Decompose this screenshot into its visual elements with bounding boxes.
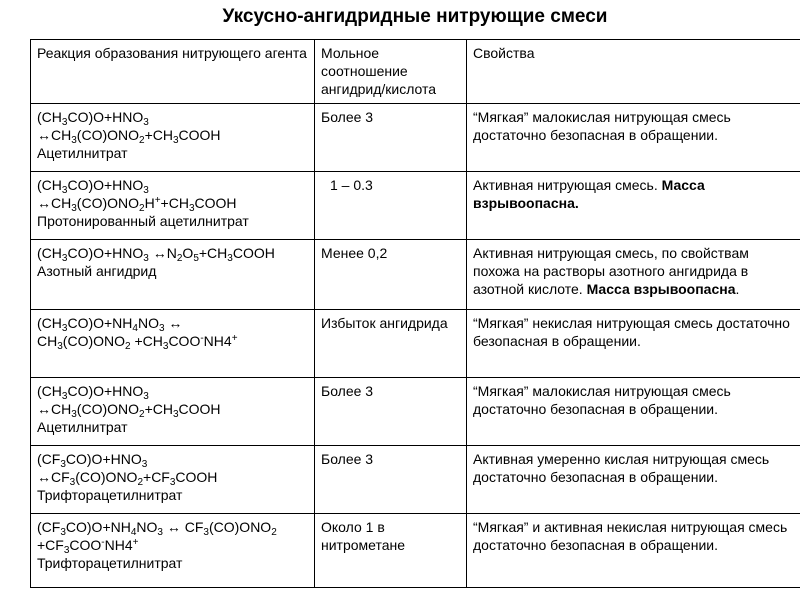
ratio-value: 1 – 0.3 [330, 177, 373, 193]
reagent-name: Протонированный ацетилнитрат [37, 213, 249, 229]
properties-cell [467, 240, 800, 310]
properties-warning: Масса взрывоопасна. [473, 177, 705, 211]
table-row [31, 446, 800, 514]
properties-cell [467, 310, 800, 378]
header-reaction: Реакция образования нитрующего агента [31, 40, 315, 104]
properties-cell [467, 172, 800, 240]
ratio-cell [315, 172, 467, 240]
properties-text: Активная умеренно кислая нитрующая смесь достаточно безопасная в обращении. [473, 451, 770, 485]
properties-text: “Мягкая” и активная некислая нитрующая смесь достаточно безопасная в обращении. [473, 519, 788, 553]
ratio-cell: Избыток ангидрида [315, 310, 467, 378]
reaction-equation: $(CH_3CO)O+HNO_3$ $\leftrightarrow CH_3(CO)ONO_2H^++CH_3COOH$ [37, 177, 237, 214]
properties-cell [467, 104, 800, 172]
reaction-cell [31, 514, 315, 588]
page-title: Уксусно-ангидридные нитрующие смеси [222, 6, 608, 27]
ratio-cell: Более 3 [315, 378, 467, 446]
properties-warning: Масса взрывоопасна [586, 281, 736, 297]
reaction-equation: $(CH_3CO)O+NH_4NO_3$ ↔ $CH_3(CO)ONO_2 +CH_3COO^-NH4^+$ [37, 315, 238, 352]
properties-tail: . [735, 281, 740, 297]
reaction-cell [31, 378, 315, 446]
properties-cell [467, 378, 800, 446]
reaction-equation: $(CH_3CO)O+HNO_3$ $\leftrightarrow N_2O_5+CH_3COOH$ [37, 245, 275, 264]
properties-text: Активная нитрующая смесь. [473, 177, 658, 193]
ratio-cell: Менее 0,2 [315, 240, 467, 310]
properties-text: Активная нитрующая смесь, по свойствам похожа на растворы азотного ангидрида в азотной кислоте. [473, 245, 749, 297]
reagent-name: Трифторацетилнитрат [37, 487, 183, 503]
reagent-name: Ацетилнитрат [37, 419, 128, 435]
table-row [31, 104, 800, 172]
table-row [31, 378, 800, 446]
reagent-name: Трифторацетилнитрат [37, 555, 183, 571]
properties-cell [467, 446, 800, 514]
header-properties: Свойства [467, 40, 800, 104]
properties-text: “Мягкая” некислая нитрующая смесь достаточно безопасная в обращении. [473, 315, 790, 349]
reaction-cell [31, 310, 315, 378]
properties-text: “Мягкая” малокислая нитрующая смесь достаточно безопасная в обращении. [473, 109, 731, 143]
reaction-cell [31, 240, 315, 310]
reagent-name: Азотный ангидрид [37, 263, 157, 279]
header-ratio: Мольное соотношение ангидрид/кислота [315, 40, 467, 104]
reaction-equation: $(CF_3CO)O+HNO_3$ $\leftrightarrow CF_3(CO)ONO_2+CF_3COOH$ [37, 451, 218, 488]
reaction-cell [31, 172, 315, 240]
table-row [31, 240, 800, 310]
ratio-cell: Более 3 [315, 446, 467, 514]
ratio-cell: Более 3 [315, 104, 467, 172]
table-row [31, 310, 800, 378]
ratio-cell: Около 1 в нитрометане [315, 514, 467, 588]
reagent-name: Ацетилнитрат [37, 145, 128, 161]
reaction-equation: $(CH_3CO)O+HNO_3$ $\leftrightarrow CH_3(CO)ONO_2+CH_3COOH$ [37, 383, 221, 420]
properties-cell [467, 514, 800, 588]
table-row [31, 514, 800, 588]
reaction-equation: $(CF_3CO)O+NH_4NO_3$ ↔ $CF_3(CO)ONO_2$ $+CF_3COO^-NH4^+$ [37, 519, 277, 556]
reaction-equation: $(CH_3CO)O+HNO_3$ $\leftrightarrow CH_3(CO)ONO_2+CH_3COOH$ [37, 109, 221, 146]
table-row [31, 172, 800, 240]
table-header-row [31, 40, 800, 104]
nitrating-mixtures-table [30, 39, 800, 588]
properties-text: “Мягкая” малокислая нитрующая смесь достаточно безопасная в обращении. [473, 383, 731, 417]
reaction-cell [31, 104, 315, 172]
reaction-cell [31, 446, 315, 514]
